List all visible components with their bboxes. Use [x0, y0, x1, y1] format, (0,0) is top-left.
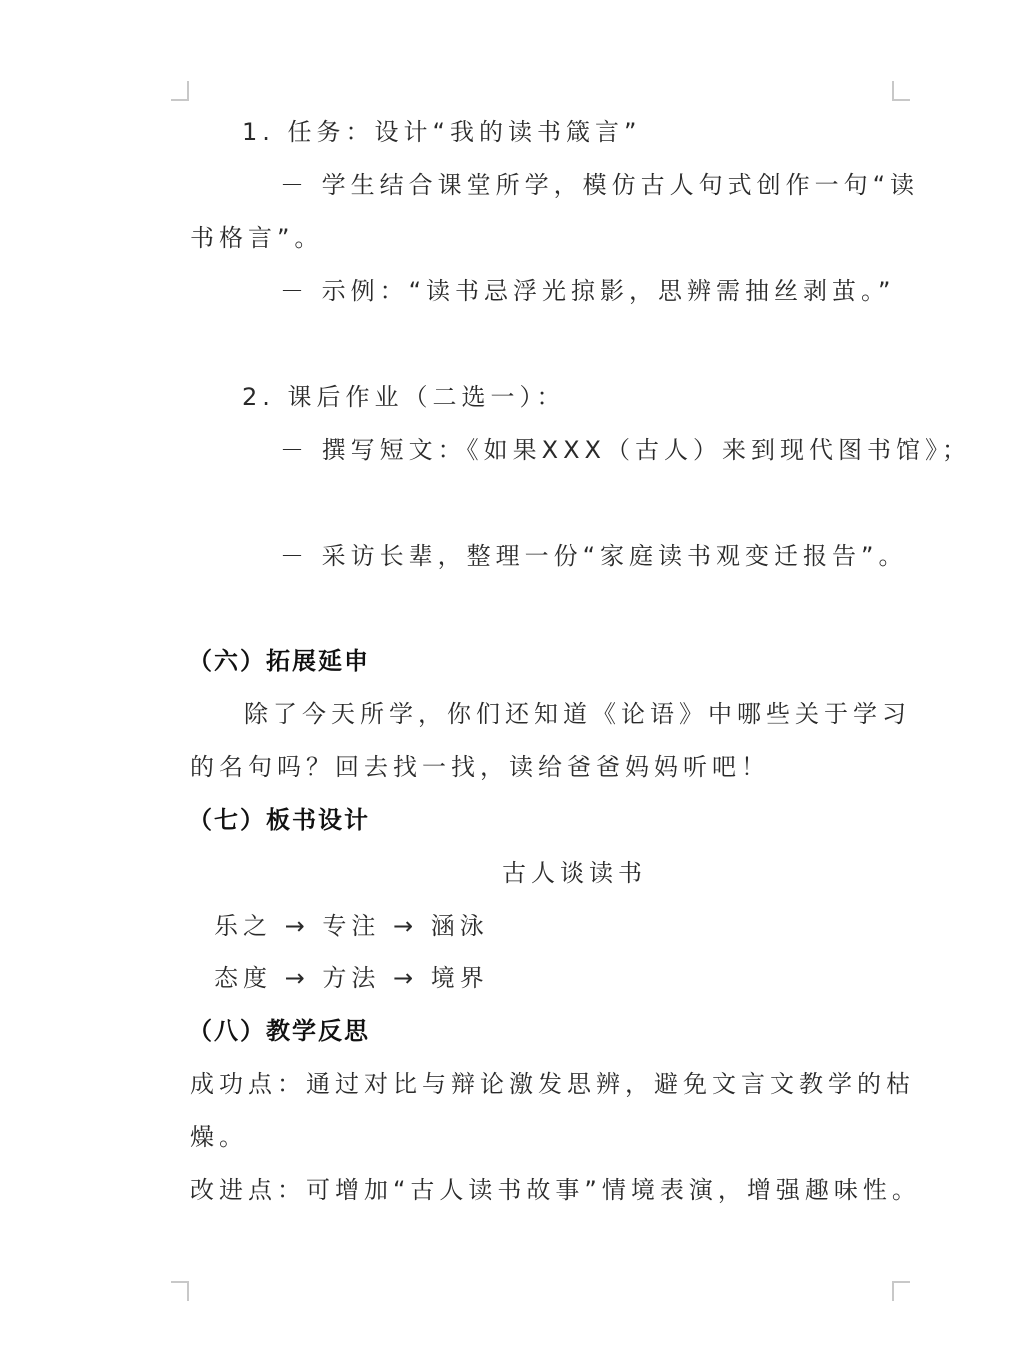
board-title: 古人谈读书: [502, 859, 647, 887]
section6-heading: （六）拓展延申: [188, 647, 370, 675]
margin-corner-top-right: [892, 81, 910, 101]
task2-option1: － 撰写短文：《如果XXX（古人）来到现代图书馆》；: [280, 436, 971, 464]
board-row-2: 态度 → 方法 → 境界: [214, 964, 489, 992]
task1-title: 1. 任务：设计“我的读书箴言”: [242, 118, 642, 146]
improve-line: 改进点：可增加“古人读书故事”情境表演，增强趣味性。: [190, 1176, 921, 1204]
section7-heading: （七）板书设计: [188, 806, 370, 834]
task2-option2: － 采访长辈，整理一份“家庭读书观变迁报告”。: [280, 542, 908, 570]
margin-corner-bottom-right: [892, 1281, 910, 1301]
success-line1: 成功点：通过对比与辩论激发思辨，避免文言文教学的枯: [190, 1070, 915, 1098]
section6-para-line2: 的名句吗？回去找一找，读给爸爸妈妈听吧！: [190, 753, 770, 781]
task1-desc-line2: 书格言”。: [190, 224, 324, 252]
task2-title: 2. 课后作业（二选一）：: [242, 383, 566, 411]
margin-corner-bottom-left: [171, 1281, 189, 1301]
section8-heading: （八）教学反思: [188, 1017, 370, 1045]
board-row-1: 乐之 → 专注 → 涵泳: [214, 912, 489, 940]
task1-example: － 示例：“读书忌浮光掠影，思辨需抽丝剥茧。”: [280, 277, 896, 305]
margin-corner-top-left: [171, 81, 189, 101]
success-line2: 燥。: [190, 1123, 248, 1151]
task1-desc-line1: － 学生结合课堂所学，模仿古人句式创作一句“读: [280, 171, 920, 199]
section6-para-line1: 除了今天所学，你们还知道《论语》中哪些关于学习: [244, 700, 911, 728]
